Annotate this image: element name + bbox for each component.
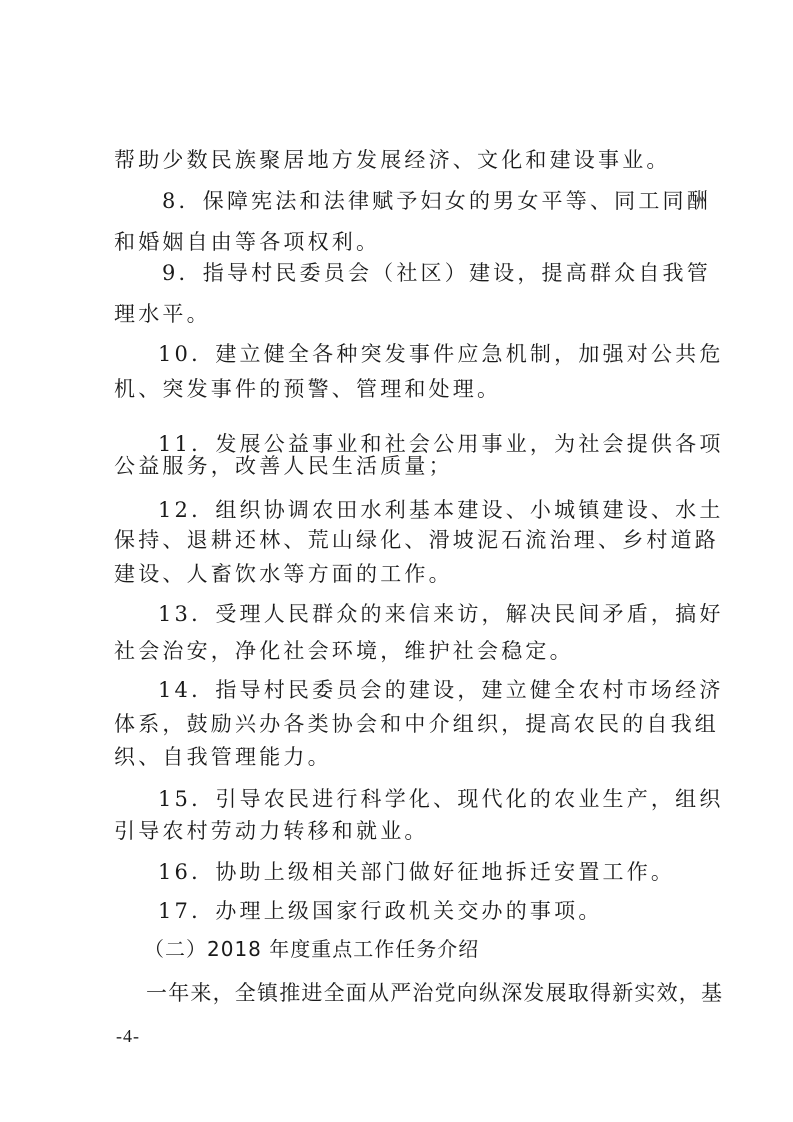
text-line: 建设、人畜饮水等方面的工作。 — [114, 562, 453, 586]
page-number: -4- — [116, 1026, 140, 1046]
text-line: 14．指导村民委员会的建设，建立健全农村市场经济 — [158, 678, 724, 702]
text-line: 公益服务，改善人民生活质量； — [114, 454, 453, 478]
text-line: 体系，鼓励兴办各类协会和中介组织，提高农民的自我组 — [114, 712, 719, 736]
text-line: 一年来，全镇推进全面从严治党向纵深发展取得新实效，基 — [146, 981, 724, 1005]
text-line: 9．指导村民委员会（社区）建设，提高群众自我管 — [162, 261, 711, 285]
text-line: 保持、退耕还林、荒山绿化、滑坡泥石流治理、乡村道路 — [114, 528, 719, 552]
text-line: 理水平。 — [114, 302, 211, 326]
text-line: 社会治安，净化社会环境，维护社会稳定。 — [114, 639, 574, 663]
section-heading: （二）2018 年度重点工作任务介绍 — [144, 937, 480, 961]
text-line: 13．受理人民群众的来信来访，解决民间矛盾，搞好 — [158, 602, 724, 626]
text-line: 机、突发事件的预警、管理和处理。 — [114, 377, 502, 401]
text-line: 帮助少数民族聚居地方发展经济、文化和建设事业。 — [114, 148, 671, 172]
text-line: 8．保障宪法和法律赋予妇女的男女平等、同工同酬 — [162, 189, 711, 213]
text-line: 16．协助上级相关部门做好征地拆迁安置工作。 — [158, 860, 676, 884]
text-line: 11．发展公益事业和社会公用事业，为社会提供各项 — [158, 432, 724, 456]
text-line: 10．建立健全各种突发事件应急机制，加强对公共危 — [158, 342, 724, 366]
text-line: 15．引导农民进行科学化、现代化的农业生产，组织 — [158, 787, 724, 811]
text-line: 和婚姻自由等各项权利。 — [114, 230, 381, 254]
text-line: 引导农村劳动力转移和就业。 — [114, 819, 429, 843]
text-line: 12．组织协调农田水利基本建设、小城镇建设、水土 — [158, 498, 724, 522]
text-line: 17．办理上级国家行政机关交办的事项。 — [158, 899, 603, 923]
text-line: 织、自我管理能力。 — [114, 745, 332, 769]
